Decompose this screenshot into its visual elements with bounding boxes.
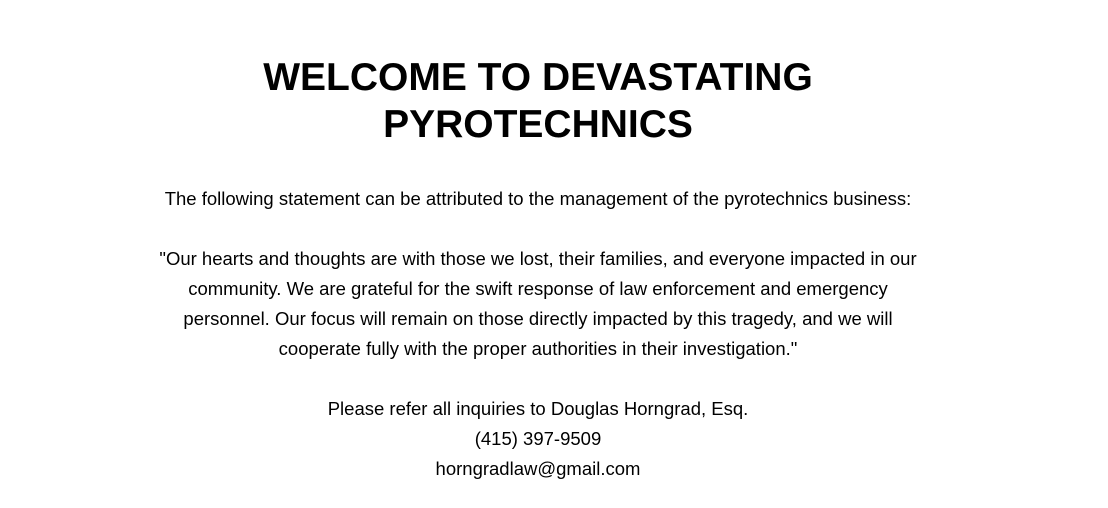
page-title-line-2: PYROTECHNICS xyxy=(383,103,693,146)
quote-line-2: community. We are grateful for the swift response of law enforcement and emergency xyxy=(188,278,888,299)
statement-intro: The following statement can be attributed to the management of the pyrotechnics business: xyxy=(164,188,912,209)
email-address: horngradlaw@gmail.com xyxy=(435,458,641,479)
quote-line-3: personnel. Our focus will remain on those directly impacted by this tragedy, and we will xyxy=(183,308,893,329)
phone-number: (415) 397-9509 xyxy=(474,428,602,449)
statement-quote xyxy=(0,244,1076,364)
page-title-line-1: WELCOME TO DEVASTATING xyxy=(263,56,813,99)
inquiries-text: Please refer all inquiries to Douglas Horngrad, Esq. xyxy=(327,398,749,419)
page-title xyxy=(0,54,1076,148)
quote-line-4: cooperate fully with the proper authorities in their investigation." xyxy=(278,338,798,359)
contact-block xyxy=(0,394,1076,484)
quote-line-1: "Our hearts and thoughts are with those we lost, their families, and everyone impacted in our xyxy=(159,248,917,269)
